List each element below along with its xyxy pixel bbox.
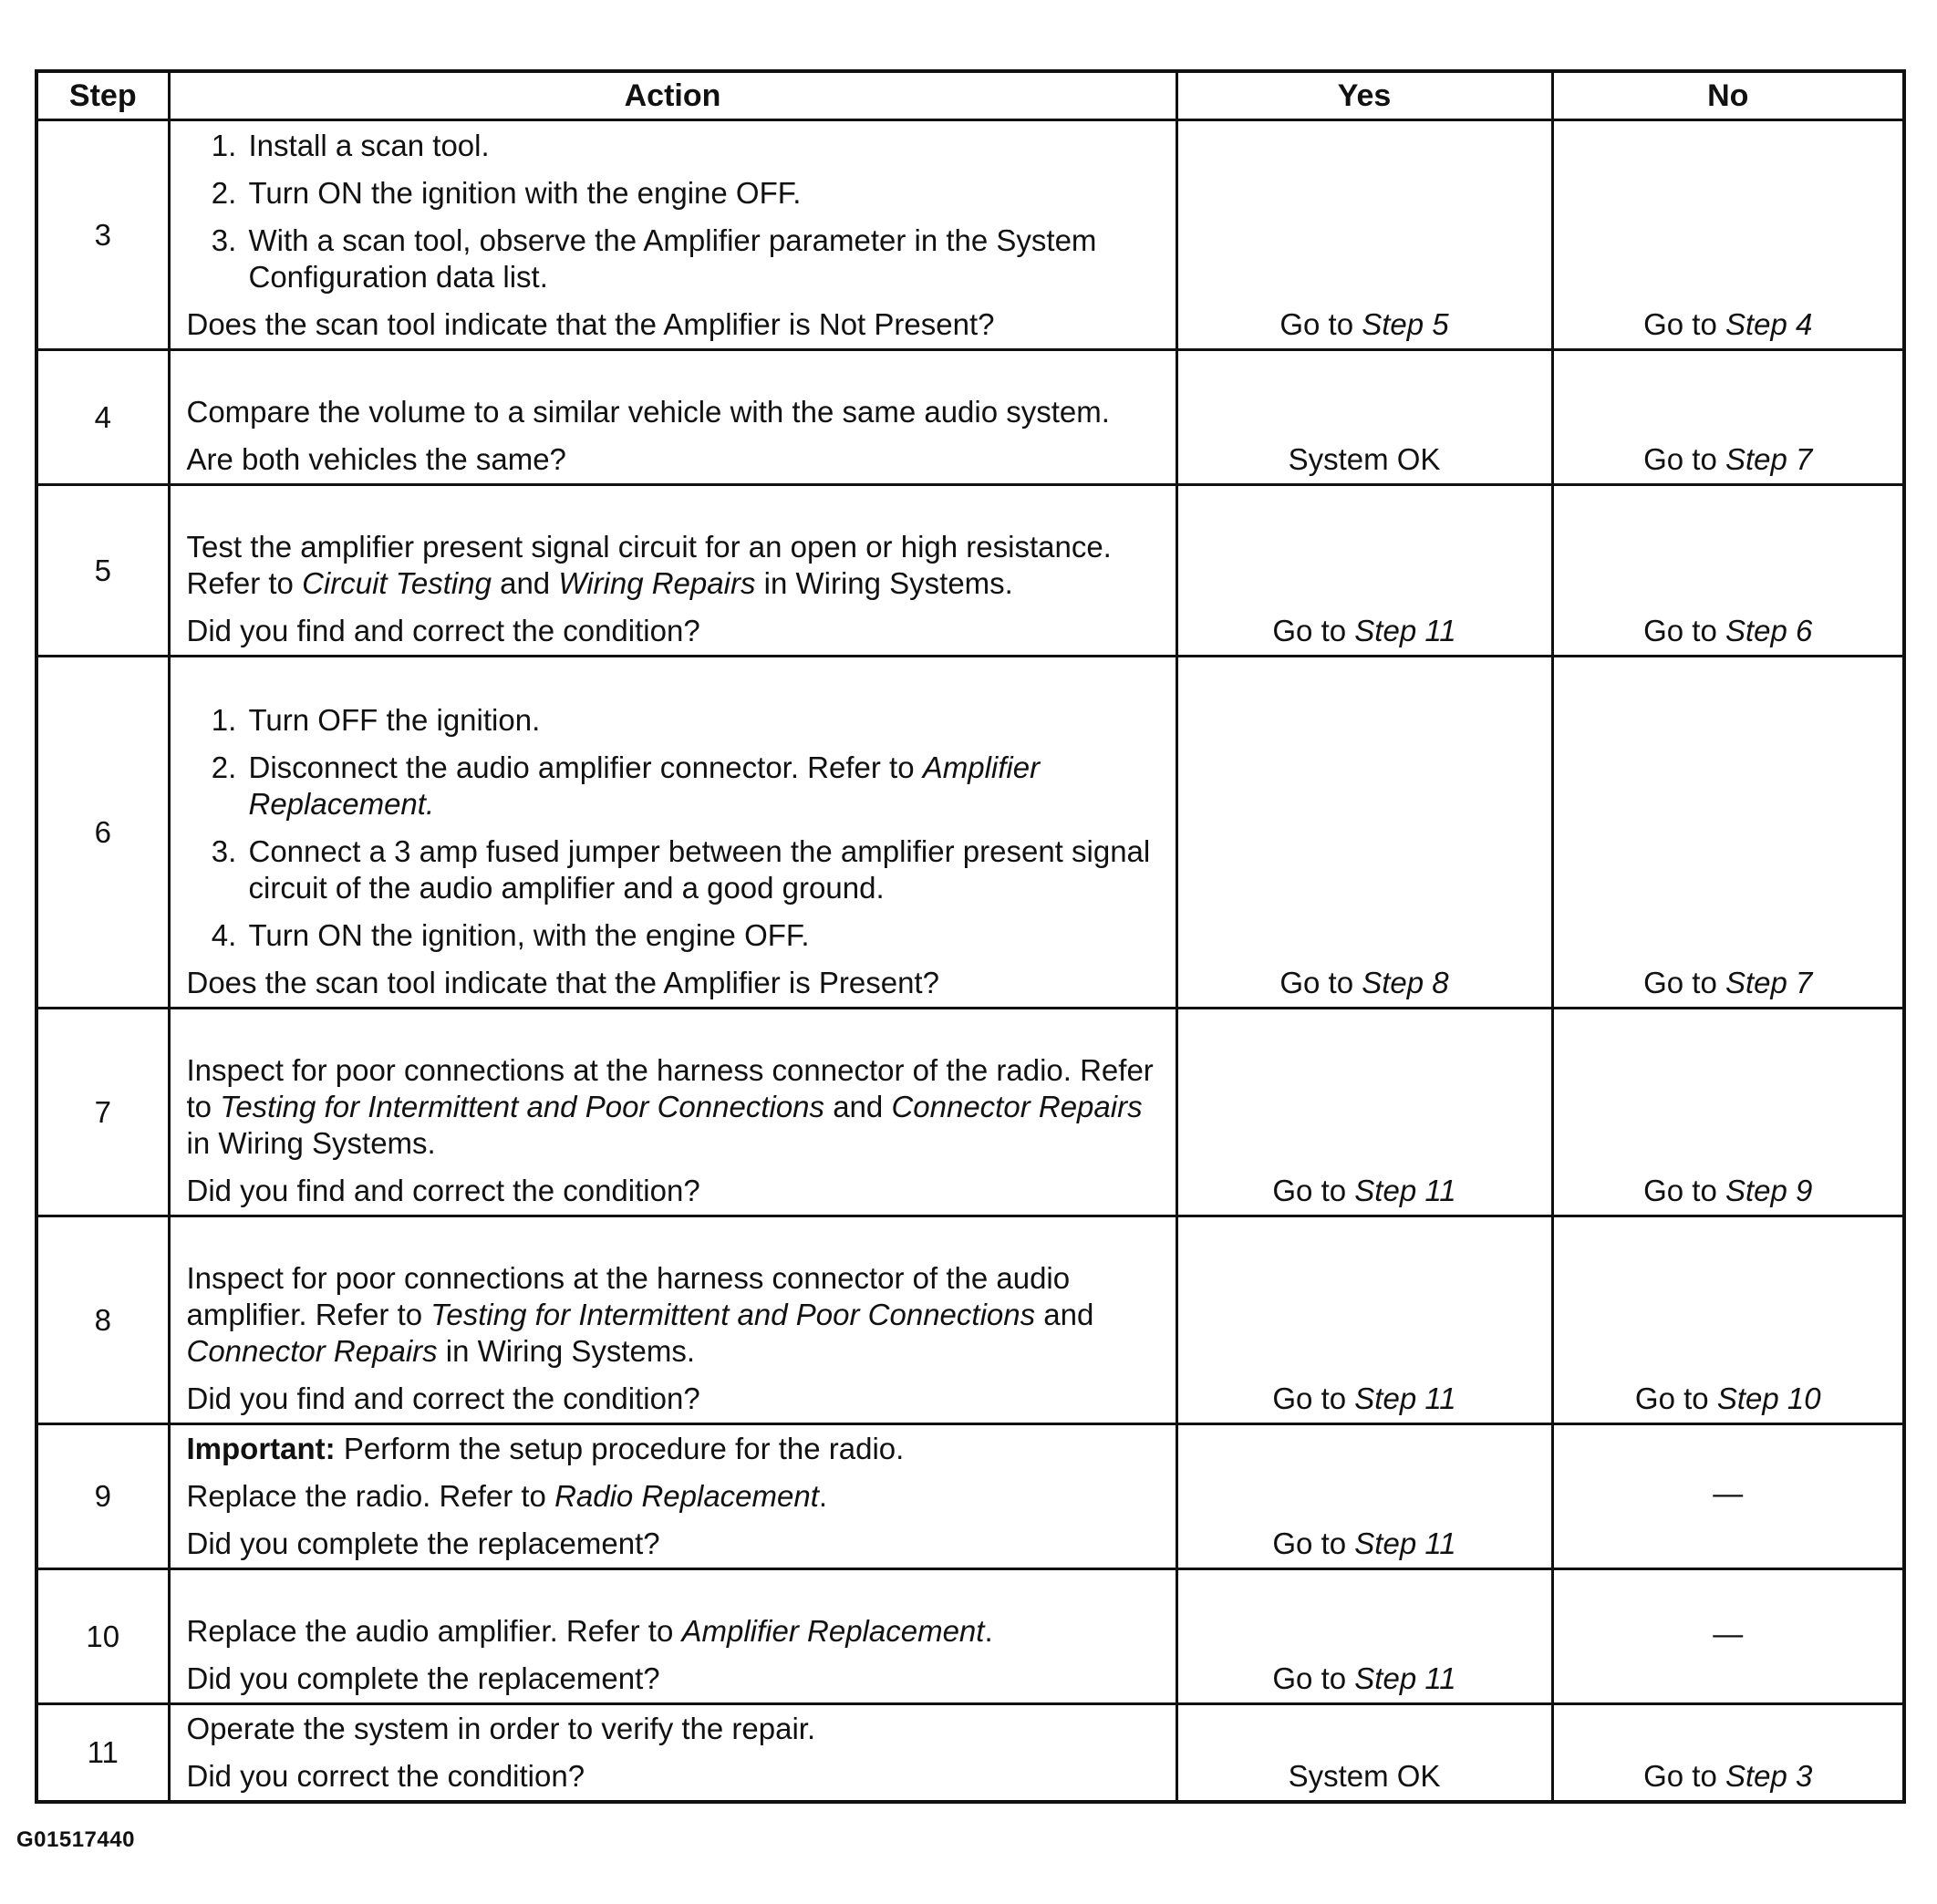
text-run: Go to (1272, 1381, 1355, 1415)
text-run: Compare the volume to a similar vehicle with the same audio system. (186, 395, 1110, 429)
text-run: System OK (1288, 442, 1441, 476)
action-paragraph (187, 306, 1161, 343)
action-cell (169, 120, 1176, 350)
action-paragraph (187, 1260, 1161, 1370)
action-cell (169, 1009, 1176, 1216)
action-paragraph (187, 441, 1161, 478)
text-run: Are both vehicles the same? (186, 442, 566, 476)
action-cell (169, 657, 1176, 1009)
header-yes: Yes (1176, 71, 1552, 120)
no-result (1552, 1704, 1904, 1803)
text-run: Go to (1643, 966, 1725, 999)
text-run: and (491, 566, 559, 600)
action-paragraph (187, 1478, 1161, 1515)
action-cell (169, 1704, 1176, 1803)
step-number: 5 (36, 485, 169, 657)
no-result (1552, 485, 1904, 657)
reference-link-text: Step 11 (1354, 1381, 1456, 1415)
text-run: Go to (1279, 307, 1362, 341)
table-row (36, 350, 1904, 485)
text-run: Go to (1643, 1174, 1725, 1207)
text-run: . (984, 1614, 993, 1648)
action-paragraph (187, 1431, 1161, 1467)
procedure-item (245, 222, 1161, 295)
text-run: in Wiring Systems. (755, 566, 1013, 600)
no-result (1552, 1009, 1904, 1216)
reference-link-text: Connector Repairs (186, 1334, 438, 1368)
text-run: — (1713, 1616, 1744, 1650)
reference-link-text: Testing for Intermittent and Poor Connections (220, 1090, 825, 1123)
no-result (1552, 1424, 1904, 1569)
table-row (36, 657, 1904, 1009)
text-run: Operate the system in order to verify the repair. (186, 1712, 816, 1745)
action-paragraph (187, 1661, 1161, 1697)
no-result (1552, 120, 1904, 350)
reference-link-text: Step 6 (1725, 614, 1813, 647)
text-run: Go to (1272, 614, 1355, 647)
text-run: Turn ON the ignition with the engine OFF. (248, 176, 802, 210)
reference-link-text: Circuit Testing (302, 566, 492, 600)
action-paragraph (187, 1711, 1161, 1747)
text-run: Go to (1272, 1661, 1355, 1695)
table-row (36, 1569, 1904, 1704)
reference-link-text: Step 11 (1354, 1174, 1456, 1207)
text-run: Go to (1634, 1381, 1717, 1415)
action-paragraph (187, 613, 1161, 649)
header-step: Step (36, 71, 169, 120)
reference-link-text: Amplifier Replacement. (248, 750, 1041, 821)
reference-link-text: Testing for Intermittent and Poor Connections (430, 1298, 1036, 1331)
text-run: Turn ON the ignition, with the engine OFF. (248, 918, 810, 952)
reference-link-text: Step 11 (1354, 614, 1456, 647)
reference-link-text: Amplifier Replacement (681, 1614, 985, 1648)
text-run: . (818, 1479, 828, 1513)
table-row (36, 120, 1904, 350)
reference-link-text: Step 3 (1725, 1759, 1813, 1793)
yes-result (1176, 1424, 1552, 1569)
action-paragraph (187, 529, 1161, 602)
text-run: Did you correct the condition? (186, 1759, 585, 1793)
procedure-list (187, 702, 1161, 954)
reference-link-text: Step 11 (1354, 1526, 1456, 1560)
text-run: Does the scan tool indicate that the Amplifier is Present? (186, 966, 939, 999)
text-run: Inspect for poor connections at the harness connector of the radio. Refer to (186, 1053, 1154, 1123)
step-number: 4 (36, 350, 169, 485)
text-run: Did you complete the replacement? (186, 1661, 660, 1695)
action-cell (169, 1569, 1176, 1704)
table-row (36, 1216, 1904, 1424)
reference-link-text: Step 5 (1362, 307, 1449, 341)
yes-result (1176, 120, 1552, 350)
reference-link-text: Step 10 (1716, 1381, 1821, 1415)
reference-link-text: Wiring Repairs (558, 566, 756, 600)
yes-result (1176, 1569, 1552, 1704)
table-row (36, 1009, 1904, 1216)
reference-link-text: Step 4 (1725, 307, 1813, 341)
action-paragraph (187, 1173, 1161, 1209)
text-run: Replace the audio amplifier. Refer to (186, 1614, 682, 1648)
text-run: Go to (1643, 614, 1725, 647)
action-paragraph (187, 1613, 1161, 1650)
step-number: 3 (36, 120, 169, 350)
reference-link-text: Step 11 (1354, 1661, 1456, 1695)
text-run: in Wiring Systems. (186, 1126, 436, 1160)
step-number: 7 (36, 1009, 169, 1216)
reference-link-text: Step 8 (1362, 966, 1449, 999)
procedure-item (245, 750, 1161, 823)
reference-link-text: Step 7 (1725, 966, 1813, 999)
header-no: No (1552, 71, 1904, 120)
text-run: Did you find and correct the condition? (186, 614, 700, 647)
text-run: and (1035, 1298, 1094, 1331)
action-paragraph (187, 965, 1161, 1001)
no-result (1552, 350, 1904, 485)
procedure-list (187, 128, 1161, 295)
action-paragraph (187, 1526, 1161, 1562)
diagnostic-table (35, 69, 1906, 1804)
header-row (36, 71, 1904, 120)
text-run: Replace the radio. Refer to (186, 1479, 555, 1513)
text-run: — (1713, 1476, 1744, 1510)
reference-link-text: Step 7 (1725, 442, 1813, 476)
text-run: Turn OFF the ignition. (248, 703, 541, 737)
action-paragraph (187, 1758, 1161, 1795)
text-run: Install a scan tool. (248, 129, 490, 162)
action-cell (169, 1424, 1176, 1569)
step-number: 6 (36, 657, 169, 1009)
text-run: Perform the setup procedure for the radio. (335, 1432, 905, 1465)
step-number: 8 (36, 1216, 169, 1424)
yes-result (1176, 1216, 1552, 1424)
table-row (36, 485, 1904, 657)
table-body (36, 120, 1904, 1803)
action-cell (169, 350, 1176, 485)
no-result (1552, 657, 1904, 1009)
text-run: Did you complete the replacement? (186, 1526, 660, 1560)
action-paragraph (187, 1052, 1161, 1162)
text-run: Did you find and correct the condition? (186, 1381, 700, 1415)
header-action: Action (169, 71, 1176, 120)
text-run: Connect a 3 amp fused jumper between the amplifier present signal circuit of the audio amplifier and a good ground. (248, 834, 1151, 905)
text-run: in Wiring Systems. (437, 1334, 696, 1368)
yes-result (1176, 485, 1552, 657)
text-run: With a scan tool, observe the Amplifier parameter in the System Configuration data list. (248, 223, 1097, 294)
text-run: Inspect for poor connections at the harness connector of the audio amplifier. Refer to (186, 1261, 1071, 1331)
text-run: Disconnect the audio amplifier connector. Refer to (248, 750, 923, 784)
procedure-item (245, 917, 1161, 954)
procedure-item (245, 702, 1161, 739)
text-run: and (824, 1090, 892, 1123)
no-result (1552, 1569, 1904, 1704)
reference-link-text: Step 9 (1725, 1174, 1813, 1207)
reference-link-text: Connector Repairs (891, 1090, 1143, 1123)
yes-result (1176, 350, 1552, 485)
procedure-item (245, 833, 1161, 906)
text-run: Go to (1643, 1759, 1725, 1793)
text-run: Does the scan tool indicate that the Amplifier is Not Present? (186, 307, 995, 341)
text-run: System OK (1288, 1759, 1441, 1793)
action-paragraph (187, 1381, 1161, 1417)
step-number: 10 (36, 1569, 169, 1704)
table-row (36, 1424, 1904, 1569)
action-cell (169, 485, 1176, 657)
step-number: 9 (36, 1424, 169, 1569)
text-run: Did you find and correct the condition? (186, 1174, 700, 1207)
yes-result (1176, 657, 1552, 1009)
procedure-item (245, 175, 1161, 212)
text-run: Go to (1272, 1174, 1355, 1207)
yes-result (1176, 1704, 1552, 1803)
procedure-item (245, 128, 1161, 164)
table-row (36, 1704, 1904, 1803)
text-run: Go to (1643, 442, 1725, 476)
text-run: Go to (1272, 1526, 1355, 1560)
action-paragraph (187, 394, 1161, 430)
text-run: Test the amplifier present signal circuit for an open or high resistance. Refer to (186, 530, 1112, 600)
step-number: 11 (36, 1704, 169, 1803)
action-cell (169, 1216, 1176, 1424)
reference-link-text: Radio Replacement (554, 1479, 819, 1513)
no-result (1552, 1216, 1904, 1424)
text-run: Go to (1279, 966, 1362, 999)
figure-id: G01517440 (16, 1827, 135, 1852)
text-run: Go to (1643, 307, 1725, 341)
emphasis-text: Important: (186, 1432, 336, 1465)
yes-result (1176, 1009, 1552, 1216)
